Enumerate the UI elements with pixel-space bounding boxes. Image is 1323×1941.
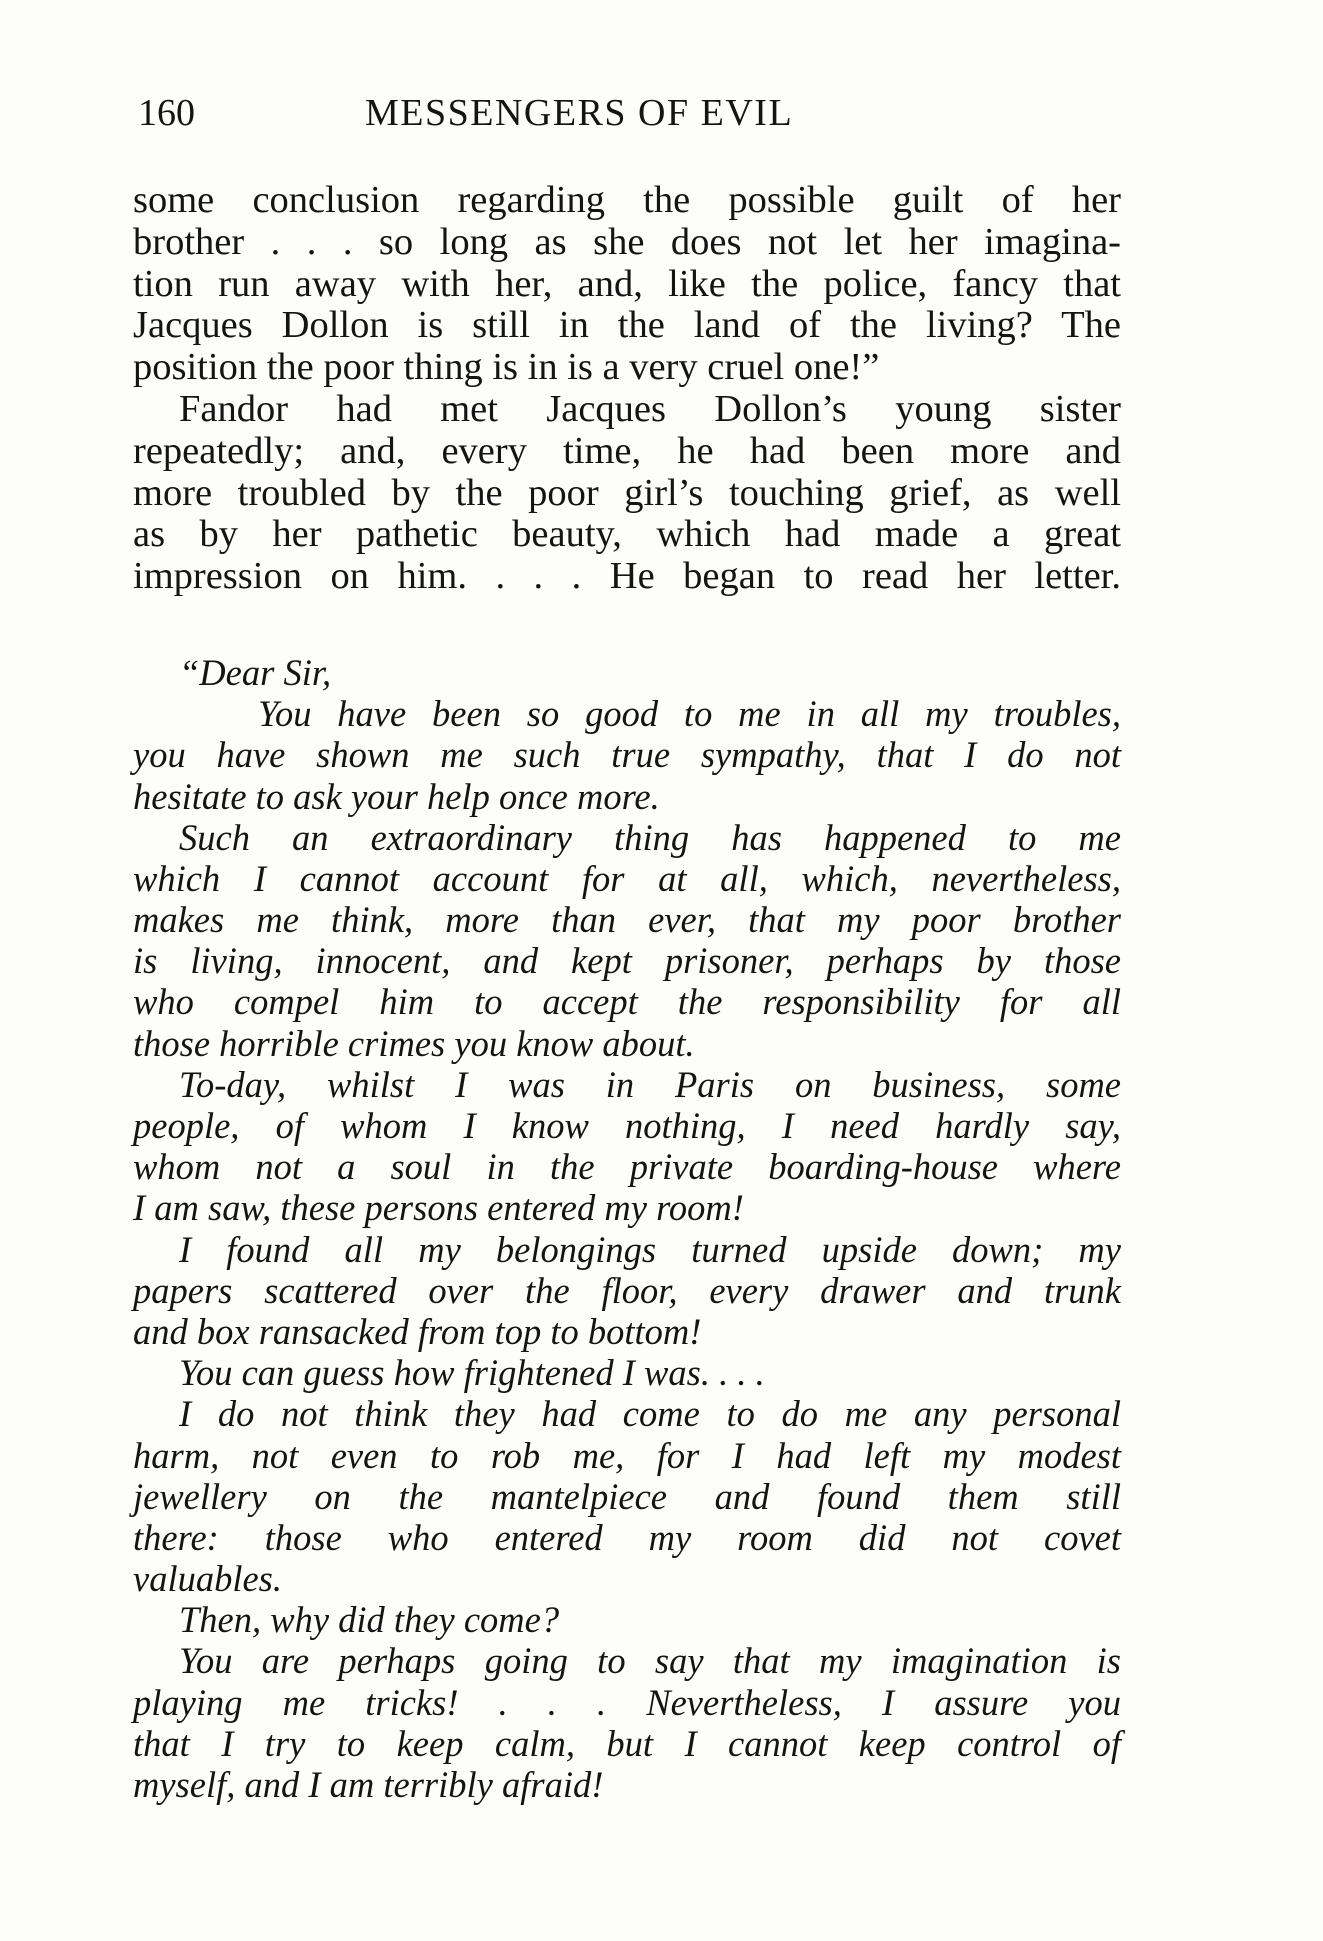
letter-text — [133, 652, 1121, 1805]
text-line: impression on him. . . . He began to read her letter. — [133, 555, 1121, 598]
page-number: 160 — [138, 92, 195, 134]
letter-line: papers scattered over the floor, every drawer and trunk — [133, 1269, 1121, 1311]
letter-salutation: “Dear Sir, — [179, 651, 332, 693]
letter-line: playing me tricks! . . . Nevertheless, I assure you — [133, 1681, 1121, 1723]
letter-line: and box ransacked from top to bottom! — [133, 1310, 702, 1352]
section-gap — [133, 598, 1121, 652]
letter-line: myself, and I am terribly afraid! — [133, 1764, 604, 1806]
letter-line: who compel him to accept the responsibility for all — [133, 981, 1121, 1023]
letter-line: you have shown me such true sympathy, that I do not — [133, 734, 1121, 776]
letter-line: that I try to keep calm, but I cannot keep control of — [133, 1722, 1121, 1764]
text-line: tion run away with her, and, like the police, fancy that — [133, 262, 1121, 305]
text-line: Jacques Dollon is still in the land of the living? The — [133, 304, 1121, 347]
text-line: Fandor had met Jacques Dollon’s young sister — [179, 387, 1121, 430]
text-line: repeatedly; and, every time, he had been more and — [133, 429, 1121, 472]
letter-line: which I cannot account for at all, which, nevertheless, — [133, 857, 1121, 899]
text-line: as by her pathetic beauty, which had made a great — [133, 513, 1121, 556]
letter-line: Such an extraordinary thing has happened to me — [179, 816, 1121, 858]
letter-line: is living, innocent, and kept prisoner, perhaps by those — [133, 940, 1121, 982]
letter-line: makes me think, more than ever, that my poor brother — [133, 899, 1121, 941]
letter-line: I found all my belongings turned upside down; my — [179, 1228, 1121, 1270]
letter-line: valuables. — [133, 1558, 283, 1600]
letter-line: You are perhaps going to say that my imagination is — [179, 1640, 1121, 1682]
page-body — [133, 180, 1121, 1805]
letter-line: whom not a soul in the private boarding-house where — [133, 1146, 1121, 1188]
text-line: brother . . . so long as she does not let her imagina- — [133, 220, 1121, 263]
letter-line: I am saw, these persons entered my room! — [133, 1187, 744, 1229]
running-title: MESSENGERS OF EVIL — [365, 92, 794, 134]
letter-line: hesitate to ask your help once more. — [133, 775, 660, 817]
letter-line: those horrible crimes you know about. — [133, 1022, 695, 1064]
letter-line: people, of whom I know nothing, I need hardly say, — [133, 1105, 1121, 1147]
text-line: some conclusion regarding the possible guilt of her — [133, 179, 1121, 221]
letter-line: harm, not even to rob me, for I had left my modest — [133, 1434, 1121, 1476]
letter-line: You have been so good to me in all my troubles, — [258, 693, 1121, 735]
letter-line: I do not think they had come to do me any personal — [179, 1393, 1121, 1435]
page-header — [130, 88, 1130, 138]
letter-line: To-day, whilst I was in Paris on business, some — [179, 1063, 1121, 1105]
text-line: more troubled by the poor girl’s touching grief, as well — [133, 471, 1121, 514]
letter-line: Then, why did they come? — [179, 1599, 560, 1641]
text-line: position the poor thing is in is a very cruel one!” — [133, 346, 880, 389]
narrative-paragraphs — [133, 180, 1121, 598]
letter-line: there: those who entered my room did not covet — [133, 1516, 1121, 1558]
letter-line: You can guess how frightened I was. . . . — [179, 1352, 765, 1394]
letter-line: jewellery on the mantelpiece and found them still — [133, 1475, 1121, 1517]
